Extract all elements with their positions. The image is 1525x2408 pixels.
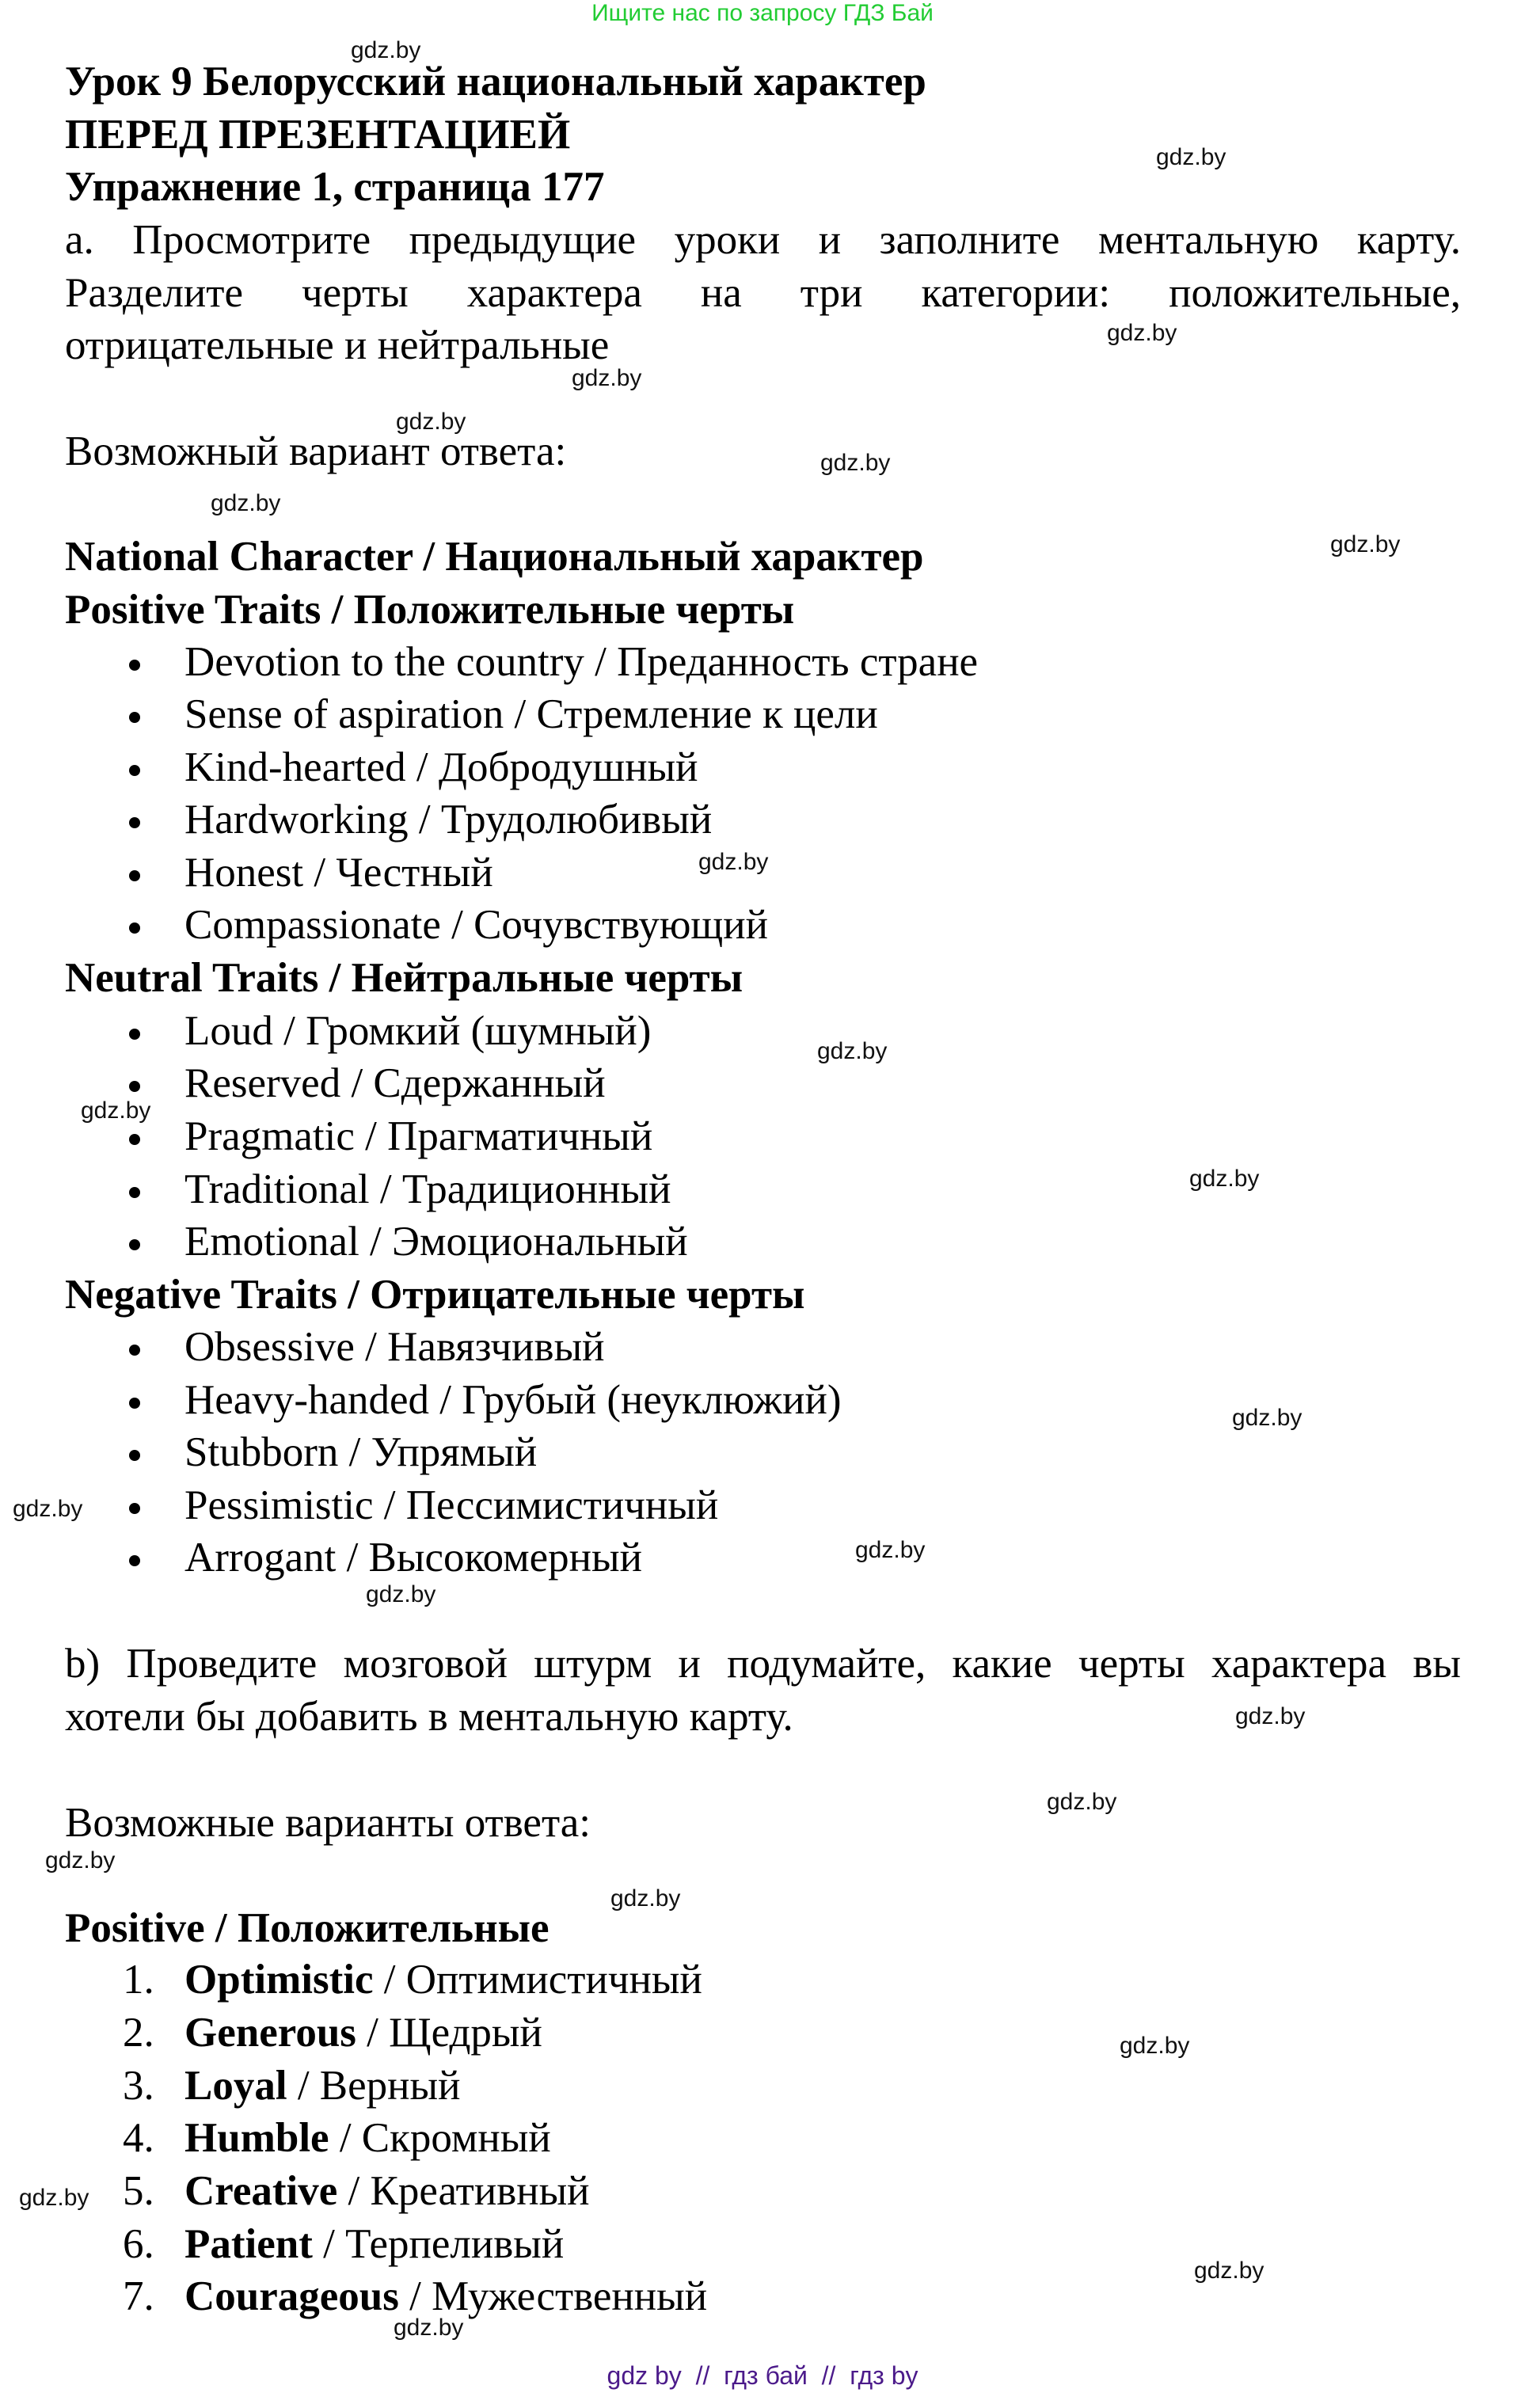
bullet-icon [129, 1187, 140, 1198]
bullet-icon [129, 765, 140, 776]
task-b-line-2: хотели бы добавить в ментальную карту. [65, 1694, 793, 1740]
bullet-icon [129, 1555, 140, 1566]
bullet-icon [129, 1239, 140, 1250]
watermark: gdz.by [45, 1847, 116, 1874]
bullet-icon [129, 1450, 140, 1461]
bullet-icon [129, 1398, 140, 1409]
positive-traits-heading: Positive Traits / Положительные черты [65, 587, 795, 633]
bullet-icon [129, 1081, 140, 1092]
watermark: gdz.by [13, 1496, 83, 1522]
exercise-title: Упражнение 1, страница 177 [65, 164, 605, 210]
watermark: gdz.by [1189, 1166, 1260, 1192]
watermark: gdz.by [855, 1537, 926, 1563]
watermark: gdz.by [1330, 531, 1401, 557]
answer-label-b: Возможные варианты ответа: [65, 1800, 591, 1846]
watermark: gdz.by [820, 450, 891, 476]
watermark: gdz.by [817, 1038, 888, 1064]
task-b-line-1: b) Проведите мозговой штурм и подумайте, какие черты характера вы [65, 1641, 1461, 1687]
negative-traits-heading: Negative Traits / Отрицательные черты [65, 1272, 805, 1318]
bullet-icon [129, 1345, 140, 1356]
positive-heading: Positive / Положительные [65, 1905, 550, 1951]
bullet-icon [129, 1503, 140, 1514]
lesson-title: Урок 9 Белорусский национальный характер [65, 59, 926, 105]
neutral-traits-heading: Neutral Traits / Нейтральные черты [65, 955, 743, 1001]
watermark: gdz.by [211, 490, 281, 516]
task-a-line-2: Разделите черты характера на три категории: положительные, [65, 270, 1461, 316]
section-title: ПЕРЕД ПРЕЗЕНТАЦИЕЙ [65, 112, 571, 158]
bullet-icon [129, 712, 140, 723]
watermark: gdz.by [610, 1885, 681, 1912]
watermark: gdz.by [572, 365, 642, 391]
watermark: gdz.by [1194, 2258, 1264, 2284]
bullet-icon [129, 922, 140, 934]
bullet-icon [129, 870, 140, 881]
watermark: gdz.by [698, 849, 769, 875]
watermark: gdz.by [81, 1097, 151, 1124]
task-a-line-3: отрицательные и нейтральные [65, 322, 610, 368]
bullet-icon [129, 817, 140, 828]
watermark: gdz.by [396, 409, 466, 435]
bullet-icon [129, 1134, 140, 1145]
bullet-icon [129, 1029, 140, 1040]
watermark: gdz.by [351, 37, 421, 63]
watermark: gdz.by [394, 2315, 464, 2341]
watermark: gdz.by [1235, 1703, 1306, 1729]
watermark: gdz.by [1156, 144, 1226, 170]
document-page: Ищите нас по запросу ГДЗ Бай Урок 9 Белорусский национальный характер ПЕРЕД ПРЕЗЕНТАЦИЕЙ Упражнение 1, страница 177 a. Просмотрите предыдущие уроки и заполните ментальную карту. Разделите черты характера на три категории: положительные, отрицательные и нейтральные Возможный вариант ответа: National Character / Национальный характер Positive Traits / Положительные черты Devotion to the country / Преданность стране Sense of aspiration / Стремление к цели Kind-hearted / Добродушный Hardworking / Трудолюбивый Honest / Честный Compassionate / Сочувствующий Neutral Traits / Нейтральные черты Loud / Громкий (шумный) Reserved / Сдержанный Pragmatic / Прагматичный Traditional / Традиционный Emotional / Эмоциональный Negative Traits / Отрицательные черты Obsessive / Навязчивый Heavy-handed / Грубый (неуклюжий) Stubborn / Упрямый Pessimistic / Пессимистичный Arrogant / Высокомерный b) Проведите мозговой штурм и подумайте, какие черты характера вы хотели бы добавить в ментальную карту. Возможные варианты ответа: Positive / Положительные 1. Optimistic / Оптимистичный 2. Generous / Щедрый 3. Loyal / Верный 4. Humble / Скромный 5. Creative / Креативный 6. Patient / Терпеливый 7. Courageous / Мужественный gdz.by gdz.by gdz.by gdz.by gdz.by gdz.by gdz.by gdz.by gdz.by gdz.by gdz.by gdz.by gdz.by gdz.by gdz.by gdz.by gdz.by gdz.by gdz.by gdz.by gdz.by gdz.by gdz.by gdz.by gdz by // гдз бай // гдз by [0, 0, 1525, 2408]
watermark: gdz.by [1232, 1405, 1303, 1431]
watermark: gdz.by [1047, 1789, 1117, 1815]
watermark: gdz.by [1107, 320, 1177, 346]
search-banner: Ищите нас по запросу ГДЗ Бай [591, 0, 934, 26]
mind-map-title: National Character / Национальный характер [65, 534, 924, 580]
task-a-line-1: a. Просмотрите предыдущие уроки и заполните ментальную карту. [65, 217, 1461, 263]
watermark: gdz.by [19, 2185, 89, 2211]
footer-links: gdz by // гдз бай // гдз by [607, 2361, 918, 2390]
bullet-icon [129, 660, 140, 671]
watermark: gdz.by [1120, 2033, 1190, 2059]
answer-label-a: Возможный вариант ответа: [65, 428, 567, 474]
watermark: gdz.by [366, 1581, 436, 1607]
